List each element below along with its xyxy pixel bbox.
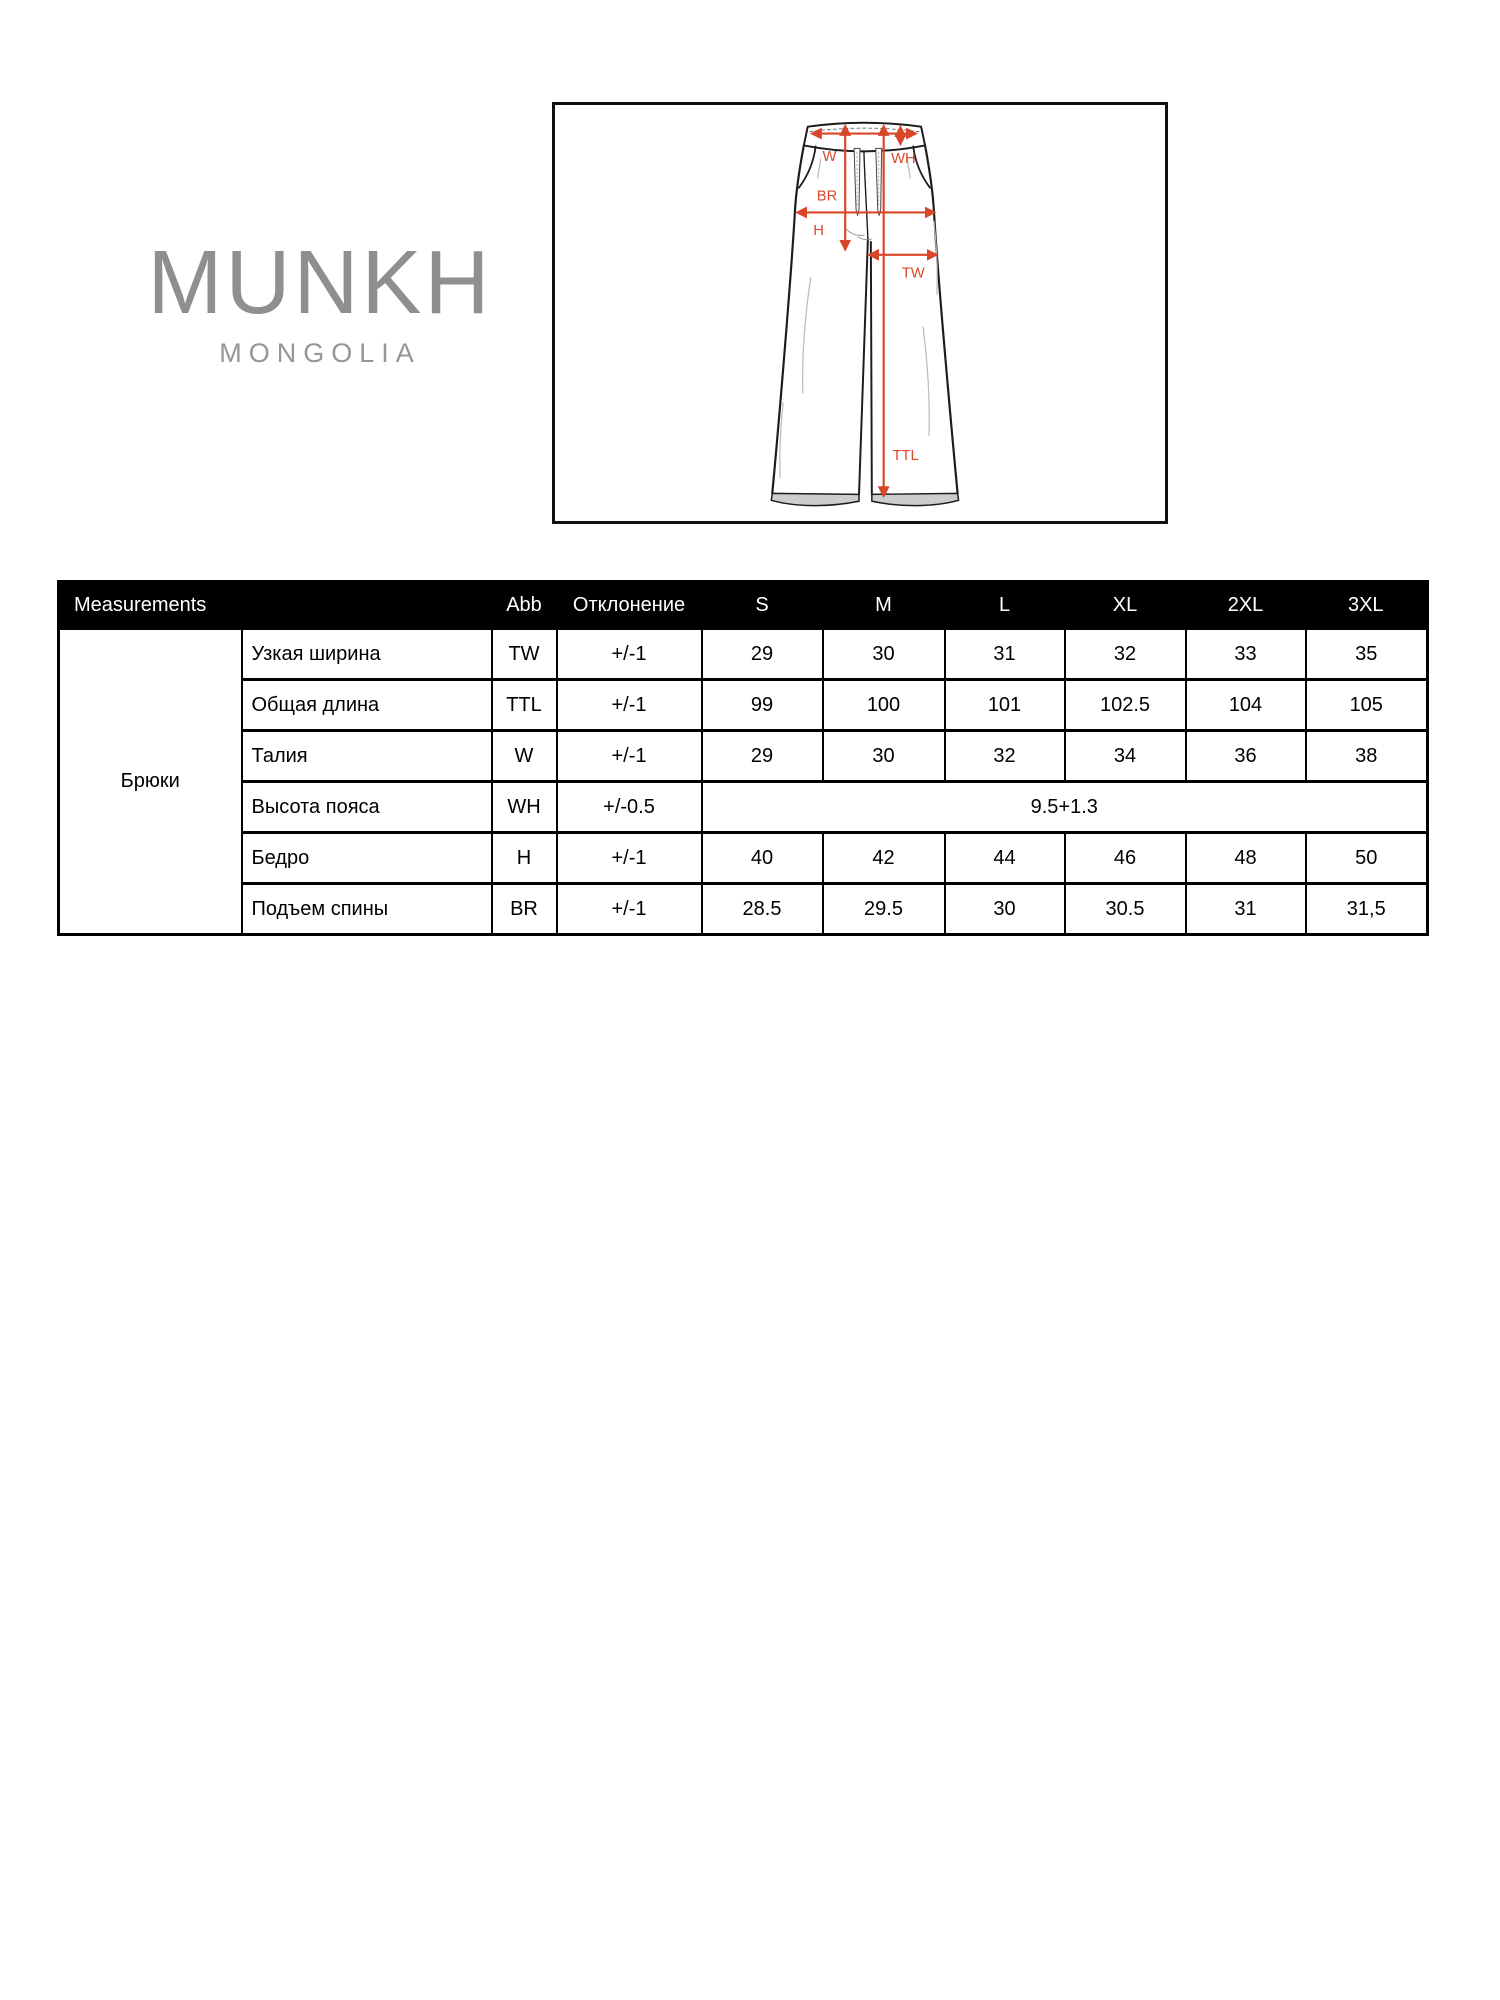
col-header-s: S: [702, 582, 823, 629]
tw-label: TW: [901, 265, 925, 282]
value-l: 101: [945, 680, 1065, 731]
value-2xl: 36: [1186, 731, 1306, 782]
value-l: 44: [945, 833, 1065, 884]
measurement-arrows: [797, 126, 937, 497]
value-3xl: 50: [1306, 833, 1428, 884]
col-header-l: L: [945, 582, 1065, 629]
table-row: [59, 782, 1428, 833]
table-row: [59, 884, 1428, 935]
row-abb: TTL: [492, 680, 557, 731]
value-s: 40: [702, 833, 823, 884]
row-label: Узкая ширина: [242, 629, 492, 680]
pants-measurement-diagram: [552, 102, 1168, 524]
value-3xl: 38: [1306, 731, 1428, 782]
value-3xl: 105: [1306, 680, 1428, 731]
table-row: [59, 629, 1428, 680]
brand-subtitle: MONGOLIA: [219, 338, 421, 368]
row-label: Подъем спины: [242, 884, 492, 935]
value-s: 29: [702, 731, 823, 782]
value-l: 32: [945, 731, 1065, 782]
value-s: 29: [702, 629, 823, 680]
value-l: 30: [945, 884, 1065, 935]
brand-name: MUNKH: [147, 233, 493, 333]
value-m: 30: [823, 629, 945, 680]
value-3xl: 35: [1306, 629, 1428, 680]
row-tolerance: +/-1: [557, 884, 702, 935]
value-s: 28.5: [702, 884, 823, 935]
col-header-2xl: 2XL: [1186, 582, 1306, 629]
merged-value-cell: 9.5+1.3: [702, 782, 1428, 833]
col-header-measurements: Measurements: [59, 582, 492, 629]
row-label: Бедро: [242, 833, 492, 884]
row-abb: BR: [492, 884, 557, 935]
value-xl: 32: [1065, 629, 1186, 680]
value-l: 31: [945, 629, 1065, 680]
pants-outline: [771, 123, 958, 506]
header-row: [59, 582, 1428, 629]
table-row: [59, 680, 1428, 731]
pants-drawing: [555, 105, 1165, 521]
col-header-tolerance: Отклонение: [557, 582, 702, 629]
table-row: [59, 833, 1428, 884]
col-header-abb: Abb: [492, 582, 557, 629]
col-header-3xl: 3XL: [1306, 582, 1428, 629]
row-tolerance: +/-0.5: [557, 782, 702, 833]
row-tolerance: +/-1: [557, 731, 702, 782]
value-m: 100: [823, 680, 945, 731]
row-label: Общая длина: [242, 680, 492, 731]
value-xl: 34: [1065, 731, 1186, 782]
measurements-table: [57, 580, 1429, 936]
value-xl: 46: [1065, 833, 1186, 884]
measurements-table-wrap: [57, 580, 1426, 936]
row-tolerance: +/-1: [557, 680, 702, 731]
value-2xl: 33: [1186, 629, 1306, 680]
value-xl: 30.5: [1065, 884, 1186, 935]
row-tolerance: +/-1: [557, 833, 702, 884]
value-2xl: 48: [1186, 833, 1306, 884]
value-2xl: 31: [1186, 884, 1306, 935]
row-abb: WH: [492, 782, 557, 833]
row-abb: W: [492, 731, 557, 782]
value-s: 99: [702, 680, 823, 731]
measurement-labels: [813, 149, 925, 464]
garment-group-cell: Брюки: [59, 629, 242, 935]
w-label: W: [822, 149, 837, 166]
value-3xl: 31,5: [1306, 884, 1428, 935]
value-m: 30: [823, 731, 945, 782]
table-row: [59, 731, 1428, 782]
row-abb: TW: [492, 629, 557, 680]
row-abb: H: [492, 833, 557, 884]
value-m: 42: [823, 833, 945, 884]
value-2xl: 104: [1186, 680, 1306, 731]
h-label: H: [813, 223, 824, 240]
col-header-xl: XL: [1065, 582, 1186, 629]
row-label: Талия: [242, 731, 492, 782]
row-tolerance: +/-1: [557, 629, 702, 680]
br-label: BR: [816, 188, 838, 205]
brand-logo: [130, 233, 510, 369]
wh-label: WH: [891, 151, 916, 168]
value-xl: 102.5: [1065, 680, 1186, 731]
row-label: Высота пояса: [242, 782, 492, 833]
value-m: 29.5: [823, 884, 945, 935]
col-header-m: M: [823, 582, 945, 629]
ttl-label: TTL: [892, 447, 919, 464]
